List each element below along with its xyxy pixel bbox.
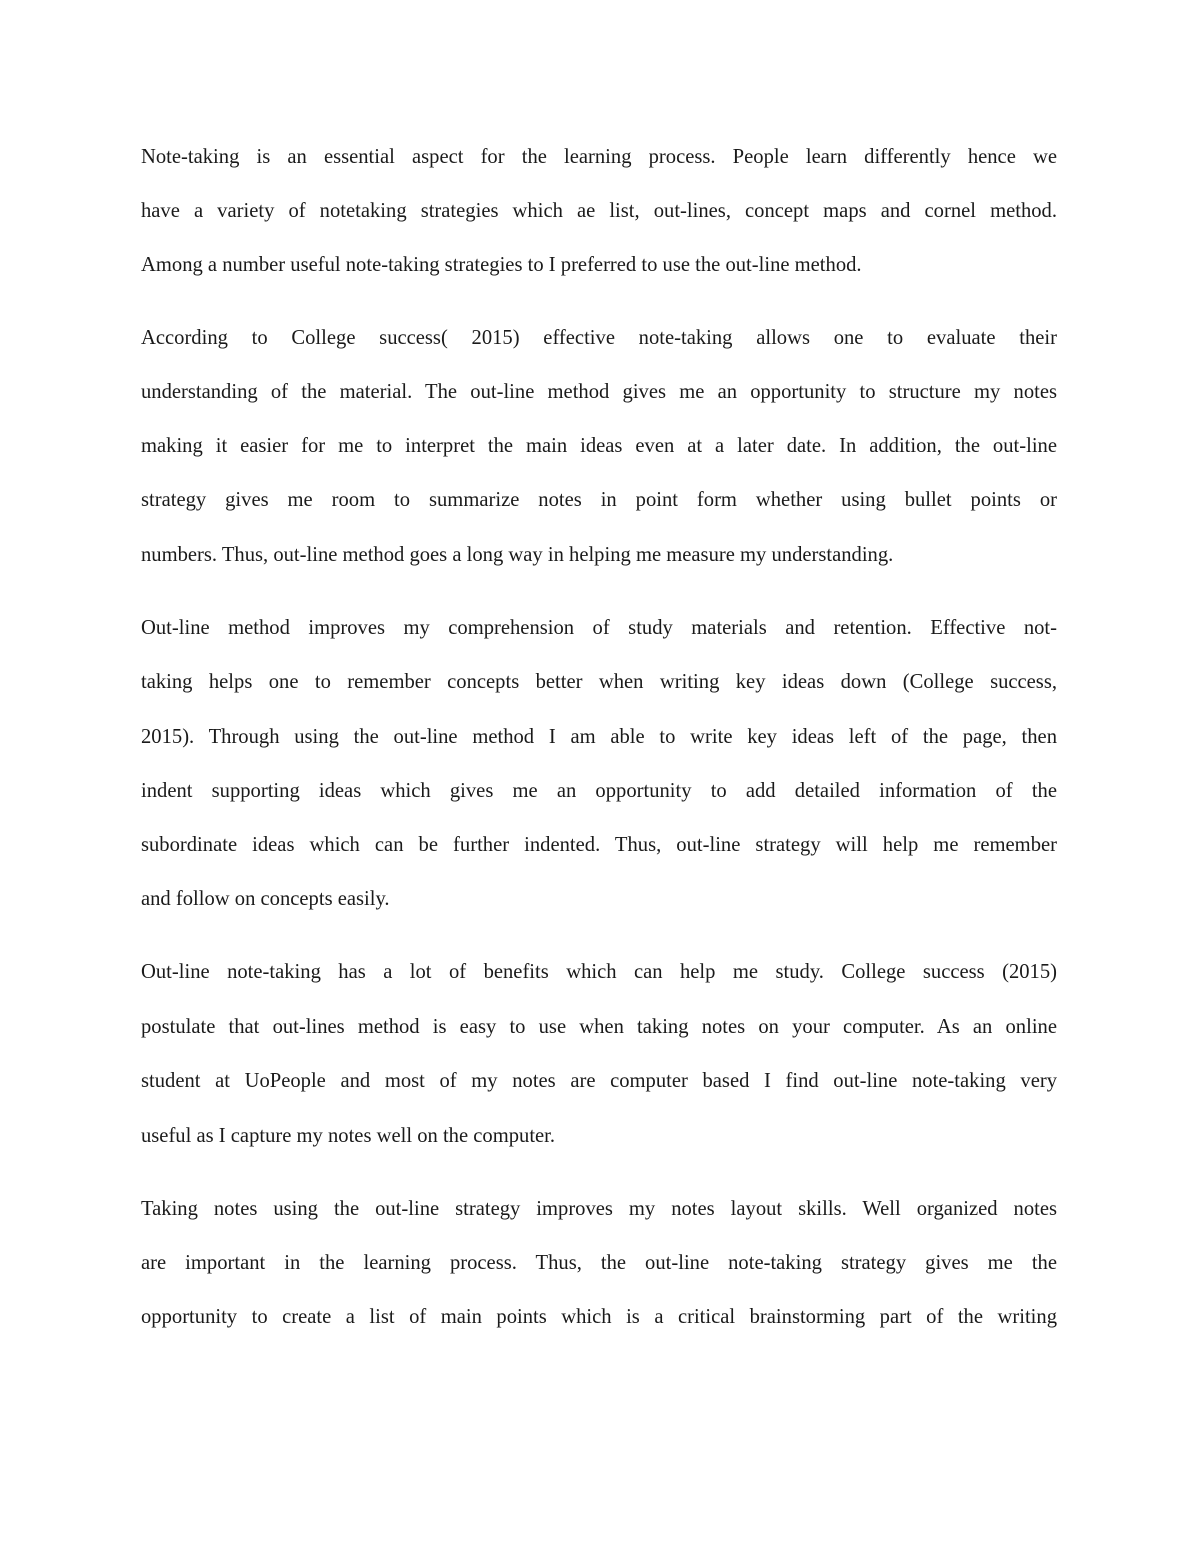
text-line: Taking notes using the out-line strategy improves my notes layout skills. Well organized notes <box>141 1198 1057 1220</box>
text-line: understanding of the material. The out-line method gives me an opportunity to structure my notes <box>141 381 1057 403</box>
text-line: Out-line note-taking has a lot of benefits which can help me study. College success (2015) <box>141 961 1057 983</box>
text-line: opportunity to create a list of main points which is a critical brainstorming part of the writing <box>141 1306 1057 1328</box>
text-line: making it easier for me to interpret the main ideas even at a later date. In addition, the out-line <box>141 435 1057 457</box>
text-line: subordinate ideas which can be further indented. Thus, out-line strategy will help me remember <box>141 834 1057 856</box>
text-line: postulate that out-lines method is easy to use when taking notes on your computer. As an online <box>141 1016 1057 1038</box>
text-line: Among a number useful note-taking strategies to I preferred to use the out-line method. <box>141 254 862 276</box>
text-line: have a variety of notetaking strategies which ae list, out-lines, concept maps and cornel method. <box>141 200 1057 222</box>
text-line: Note-taking is an essential aspect for the learning process. People learn differently hence we <box>141 146 1057 168</box>
text-line: strategy gives me room to summarize notes in point form whether using bullet points or <box>141 489 1057 511</box>
text-line: taking helps one to remember concepts better when writing key ideas down (College success, <box>141 671 1057 693</box>
text-line: are important in the learning process. Thus, the out-line note-taking strategy gives me the <box>141 1252 1057 1274</box>
text-line: and follow on concepts easily. <box>141 888 390 910</box>
text-line: numbers. Thus, out-line method goes a long way in helping me measure my understanding. <box>141 544 894 566</box>
text-line: indent supporting ideas which gives me an opportunity to add detailed information of the <box>141 780 1057 802</box>
text-line: student at UoPeople and most of my notes are computer based I find out-line note-taking very <box>141 1070 1057 1092</box>
text-line: useful as I capture my notes well on the computer. <box>141 1125 556 1147</box>
text-line: Out-line method improves my comprehension of study materials and retention. Effective not- <box>141 617 1057 639</box>
text-line: According to College success( 2015) effective note-taking allows one to evaluate their <box>141 327 1057 349</box>
text-line: 2015). Through using the out-line method I am able to write key ideas left of the page, then <box>141 726 1057 748</box>
